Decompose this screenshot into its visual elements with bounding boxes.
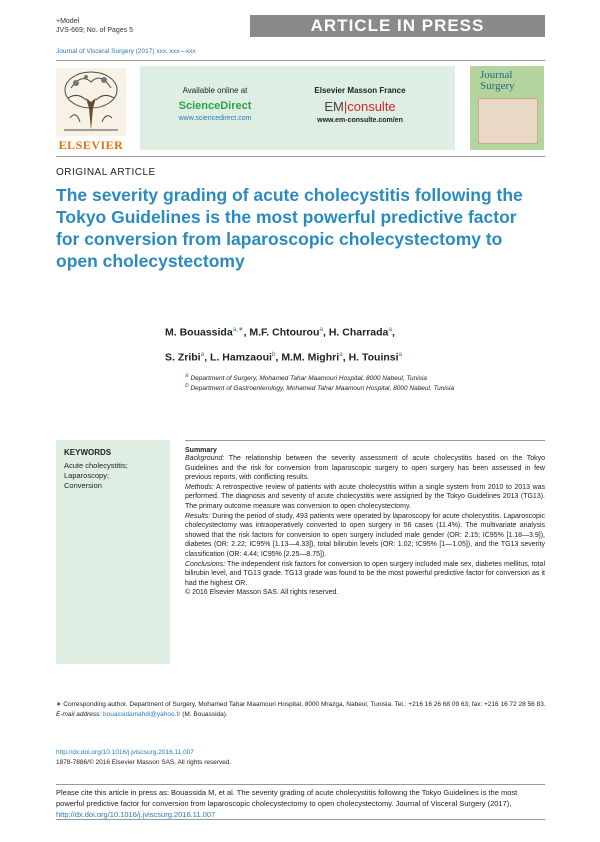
summary-methods: Methods: A retrospective review of patients with acute cholecystitis within a single system from 2010 to 2013 was performed. The diagnosis and severity of acute cholecystitis were assigned by the Tokyo Guidelines 2013 (TG13). The primary outcome measure was conversion to open cholecystectomy.	[185, 483, 545, 510]
citation-box	[56, 784, 545, 820]
sciencedirect-link[interactable]: www.sciencedirect.com	[178, 115, 252, 122]
corresponding-author-note: ∗ Corresponding author. Department of Surgery, Mohamed Tahar Maamouri Hospital, 8000 Mrazga, Nabeul, Tunisia. Tel.: +216 16 26 68 09 63; fax: +216 16 72 28 56 83.	[56, 701, 546, 708]
keywords-list	[64, 461, 128, 491]
keyword-item: Acute cholecystitis;	[64, 461, 128, 470]
author-list	[165, 319, 555, 368]
summary-top-rule	[185, 440, 545, 441]
citation-text: Please cite this article in press as: Bouassida M, et al. The severity grading of acute cholecystitis following the Tokyo Guidelines is the most powerful predictive factor for conversion from laparoscopic cholecystectomy to open cholecystectomy. Journal of Visceral Surgery (2017),	[56, 788, 518, 808]
summary-heading: Summary	[185, 447, 217, 454]
sciencedirect-block	[150, 86, 280, 122]
elsevier-wordmark: ELSEVIER	[58, 138, 124, 152]
author-line-1: M. Bouassida$^{a,∗}$, M.F. Chtourou$^a$, H. Charrada$^a$,	[165, 326, 395, 339]
affiliation-a: $^a$ Department of Surgery, Mohamed Tahar Maamouri Hospital, 8000 Nabeul, Tunisia	[185, 372, 427, 383]
citation-doi-link[interactable]: http://dx.doi.org/10.1016/j.jviscsurg.2016.11.007	[56, 810, 216, 819]
cover-illustration	[478, 98, 538, 144]
doi-block	[56, 748, 231, 767]
issn-line: 1878-7886/© 2016 Elsevier Masson SAS. All rights reserved.	[56, 758, 232, 766]
email-line: E-mail address: bouassidamahdi@yahoo.fr (M. Bouassida).	[56, 710, 228, 718]
model-label: +Model JVS-669; No. of Pages 5	[56, 18, 134, 34]
keyword-item: Conversion	[64, 481, 102, 490]
journal-cover-thumbnail	[470, 66, 544, 150]
author-line-2: S. Zribi$^a$, L. Hamzaoui$^b$, M.M. Mighri$^a$, H. Touinsi$^a$	[165, 350, 403, 363]
summary-conclusions: Conclusions: The independent risk factors for conversion to open surgery included male sex, diabetes mellitus, total bilirubin level, and TG13 grade. TG13 grade was found to be the most powerful predictive factor for conversion as it had the highest OR.	[185, 560, 545, 587]
footnotes	[56, 700, 546, 719]
keyword-item: Laparoscopy;	[64, 471, 110, 480]
doi-link[interactable]: http://dx.doi.org/10.1016/j.jviscsurg.2016.11.007	[56, 749, 194, 756]
em-consulte-logo: EM|consulte	[324, 99, 396, 114]
elsevier-tree-logo	[56, 68, 126, 148]
header-divider	[56, 60, 545, 61]
publisher-divider	[56, 156, 545, 157]
abstract-summary	[185, 440, 545, 598]
em-consulte-block	[295, 86, 425, 124]
email-link[interactable]: bouassidamahdi@yahoo.fr	[102, 710, 181, 718]
ref-line: JVS-669; No. of Pages 5	[56, 27, 134, 34]
keywords-title: KEYWORDS	[64, 448, 112, 457]
em-consulte-link[interactable]: www.em-consulte.com/en	[317, 117, 403, 124]
journal-line[interactable]: Journal of Visceral Surgery (2017) xxx, xxx—xxx	[56, 48, 196, 55]
cover-title: Journal Surgery	[480, 69, 515, 92]
article-title: The severity grading of acute cholecystitis following the Tokyo Guidelines is the most powerful predictive factor for conversion from laparoscopic cholecystectomy to open cholecystectomy	[56, 185, 523, 271]
sciencedirect-logo: ScienceDirect	[178, 100, 252, 112]
summary-background: Background: The relationship between the severity assessment of acute cholecystitis based on the Tokyo Guidelines and the risk for conversion from laparoscopic surgery to open surgery has been assessed in few previous reports, with conflicting results.	[185, 455, 545, 482]
article-type: ORIGINAL ARTICLE	[56, 167, 156, 178]
article-in-press-banner: ARTICLE IN PRESS	[250, 15, 545, 37]
affiliation-b: $^b$ Department of Gastroenterology, Mohamed Tahar Maamouri Hospital, 8000 Nabeul, Tunisia	[185, 382, 455, 393]
em-france-label: Elsevier Masson France	[314, 86, 406, 95]
available-online-label: Available online at	[182, 86, 248, 95]
summary-copyright: © 2016 Elsevier Masson SAS. All rights reserved.	[185, 589, 339, 597]
keywords-box	[56, 440, 170, 664]
summary-results: Results: During the period of study, 493 patients were operated by laparoscopy for acute cholecystitis. Laparoscopic cholecystectomy was intraoperatively converted to open surgery in 56 cases (11.4%). The multivariate analysis showed that the risk factors for conversion to open surgery included male gender (OR: 2.15; IC95% [1.18—3.9]), diabetes (OR: 2.22; IC95% [1.13—4.33]), total bilirubin levels (OR: 1.02; IC95% [1—1.05]), and the TG13 severity classification (OR: 4.44; IC95% [2.25—8.75]).	[185, 512, 545, 558]
